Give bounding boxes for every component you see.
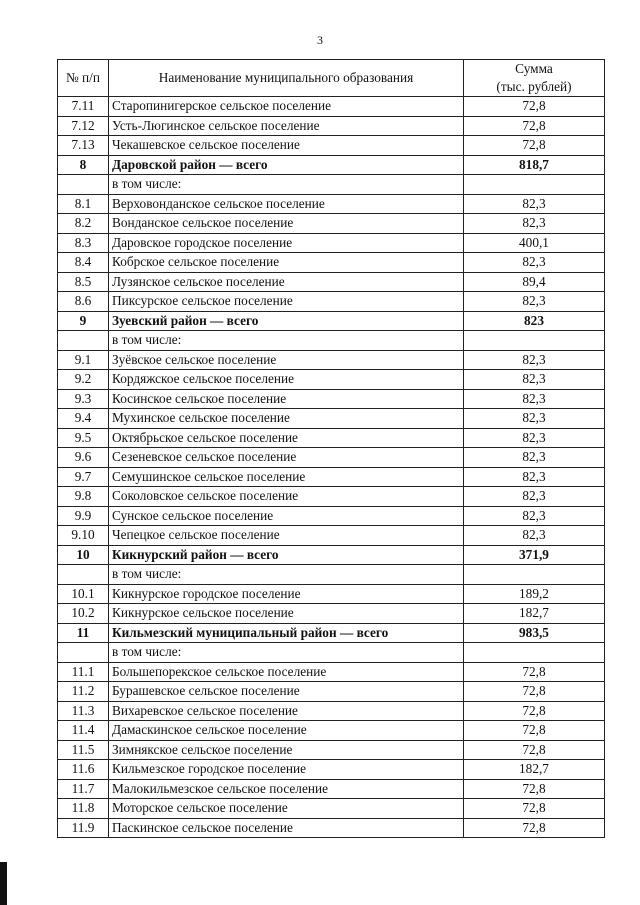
row-name: Даровское городское поселение (109, 233, 464, 253)
row-sum: 82,3 (464, 253, 605, 273)
row-sum (464, 643, 605, 663)
row-name: Даровской район — всего (109, 155, 464, 175)
row-number: 9.9 (58, 506, 109, 526)
table-row (58, 233, 605, 253)
row-number: 7.12 (58, 116, 109, 136)
table-row (58, 662, 605, 682)
row-sum: 72,8 (464, 116, 605, 136)
row-number: 11 (58, 623, 109, 643)
row-number: 11.9 (58, 818, 109, 838)
table-row (58, 253, 605, 273)
row-sum: 818,7 (464, 155, 605, 175)
row-number: 10.1 (58, 584, 109, 604)
table-row (58, 155, 605, 175)
table-row (58, 175, 605, 195)
row-number: 9.4 (58, 409, 109, 429)
row-sum: 400,1 (464, 233, 605, 253)
row-name: в том числе: (109, 175, 464, 195)
row-name: Зуевский район — всего (109, 311, 464, 331)
row-number: 10 (58, 545, 109, 565)
row-name: Малокильмезское сельское поселение (109, 779, 464, 799)
row-sum: 371,9 (464, 545, 605, 565)
row-sum: 72,8 (464, 701, 605, 721)
row-sum: 182,7 (464, 604, 605, 624)
table-row (58, 623, 605, 643)
row-name: Большепорекское сельское поселение (109, 662, 464, 682)
row-number (58, 331, 109, 351)
row-sum: 89,4 (464, 272, 605, 292)
row-sum: 72,8 (464, 740, 605, 760)
row-name: Зимнякское сельское поселение (109, 740, 464, 760)
scan-edge-mark (0, 862, 7, 905)
row-sum: 82,3 (464, 409, 605, 429)
row-number: 8.5 (58, 272, 109, 292)
row-sum: 82,3 (464, 506, 605, 526)
table-row (58, 760, 605, 780)
table-row (58, 350, 605, 370)
row-number: 11.2 (58, 682, 109, 702)
row-name: в том числе: (109, 643, 464, 663)
row-name: Верховонданское сельское поселение (109, 194, 464, 214)
row-number: 9.6 (58, 448, 109, 468)
row-number: 8.3 (58, 233, 109, 253)
row-name: Чекашевское сельское поселение (109, 136, 464, 156)
row-name: в том числе: (109, 331, 464, 351)
table-body (58, 97, 605, 838)
row-number: 8.2 (58, 214, 109, 234)
row-number: 9.1 (58, 350, 109, 370)
row-sum: 82,3 (464, 448, 605, 468)
row-sum: 72,8 (464, 799, 605, 819)
row-sum: 82,3 (464, 389, 605, 409)
table-row (58, 331, 605, 351)
table-row (58, 370, 605, 390)
row-name: Кикнурский район — всего (109, 545, 464, 565)
row-sum: 82,3 (464, 292, 605, 312)
row-number: 11.6 (58, 760, 109, 780)
table-row (58, 818, 605, 838)
page-number: 3 (317, 33, 323, 47)
row-sum: 823 (464, 311, 605, 331)
row-number: 8.1 (58, 194, 109, 214)
row-number: 10.2 (58, 604, 109, 624)
table-row (58, 682, 605, 702)
table-row (58, 467, 605, 487)
row-name: Зуёвское сельское поселение (109, 350, 464, 370)
row-number: 9.2 (58, 370, 109, 390)
table-row (58, 409, 605, 429)
row-name: Чепецкое сельское поселение (109, 526, 464, 546)
table-row (58, 292, 605, 312)
row-name: Вонданское сельское поселение (109, 214, 464, 234)
row-name: Кильмезское городское поселение (109, 760, 464, 780)
row-number: 9.8 (58, 487, 109, 507)
table-row (58, 389, 605, 409)
row-sum: 72,8 (464, 818, 605, 838)
row-sum: 82,3 (464, 214, 605, 234)
row-number: 7.11 (58, 97, 109, 117)
row-sum: 82,3 (464, 370, 605, 390)
row-number (58, 565, 109, 585)
row-name: Бурашевское сельское поселение (109, 682, 464, 702)
table-row (58, 311, 605, 331)
table-row (58, 116, 605, 136)
row-sum: 82,3 (464, 467, 605, 487)
row-number: 11.8 (58, 799, 109, 819)
row-name: Дамаскинское сельское поселение (109, 721, 464, 741)
row-sum: 82,3 (464, 350, 605, 370)
table-row (58, 272, 605, 292)
row-number (58, 643, 109, 663)
row-name: Моторское сельское поселение (109, 799, 464, 819)
header-name: Наименование муниципального образования (109, 60, 464, 97)
row-name: Октябрьское сельское поселение (109, 428, 464, 448)
row-sum: 182,7 (464, 760, 605, 780)
row-name: Кикнурское городское поселение (109, 584, 464, 604)
row-number: 9.5 (58, 428, 109, 448)
table-header-row (58, 60, 605, 97)
row-sum: 82,3 (464, 526, 605, 546)
table-row (58, 545, 605, 565)
row-name: Пиксурское сельское поселение (109, 292, 464, 312)
row-number: 11.1 (58, 662, 109, 682)
row-name: Усть-Люгинское сельское поселение (109, 116, 464, 136)
table-row (58, 779, 605, 799)
header-number: № п/п (58, 60, 109, 97)
row-sum: 82,3 (464, 428, 605, 448)
row-sum: 72,8 (464, 136, 605, 156)
table-row (58, 584, 605, 604)
table-row (58, 740, 605, 760)
row-sum: 983,5 (464, 623, 605, 643)
row-number: 11.7 (58, 779, 109, 799)
table-row (58, 448, 605, 468)
header-sum-line1: Сумма (515, 61, 553, 76)
row-name: в том числе: (109, 565, 464, 585)
row-sum: 72,8 (464, 721, 605, 741)
table-row (58, 97, 605, 117)
row-name: Сезеневское сельское поселение (109, 448, 464, 468)
row-name: Кордяжское сельское поселение (109, 370, 464, 390)
row-name: Лузянское сельское поселение (109, 272, 464, 292)
row-name: Сунское сельское поселение (109, 506, 464, 526)
row-number: 9.7 (58, 467, 109, 487)
row-name: Семушинское сельское поселение (109, 467, 464, 487)
row-sum: 82,3 (464, 194, 605, 214)
row-number: 9 (58, 311, 109, 331)
row-number: 8.6 (58, 292, 109, 312)
row-number: 8 (58, 155, 109, 175)
row-number (58, 175, 109, 195)
row-name: Кильмезский муниципальный район — всего (109, 623, 464, 643)
row-name: Соколовское сельское поселение (109, 487, 464, 507)
table-row (58, 565, 605, 585)
row-number: 11.4 (58, 721, 109, 741)
table-row (58, 214, 605, 234)
row-name: Вихаревское сельское поселение (109, 701, 464, 721)
table-row (58, 428, 605, 448)
table-row (58, 604, 605, 624)
row-number: 11.3 (58, 701, 109, 721)
table-row (58, 799, 605, 819)
row-sum (464, 565, 605, 585)
row-number: 8.4 (58, 253, 109, 273)
row-sum (464, 175, 605, 195)
row-name: Мухинское сельское поселение (109, 409, 464, 429)
header-sum (464, 60, 605, 97)
row-name: Паскинское сельское поселение (109, 818, 464, 838)
row-name: Кикнурское сельское поселение (109, 604, 464, 624)
row-number: 7.13 (58, 136, 109, 156)
row-name: Кобрское сельское поселение (109, 253, 464, 273)
row-number: 11.5 (58, 740, 109, 760)
row-sum: 72,8 (464, 682, 605, 702)
row-sum: 72,8 (464, 97, 605, 117)
table-row (58, 194, 605, 214)
header-sum-line2: (тыс. рублей) (496, 79, 572, 94)
municipal-funding-table (57, 59, 605, 838)
row-sum: 72,8 (464, 779, 605, 799)
row-sum: 72,8 (464, 662, 605, 682)
row-sum: 189,2 (464, 584, 605, 604)
row-sum (464, 331, 605, 351)
table-row (58, 136, 605, 156)
row-number: 9.10 (58, 526, 109, 546)
table-row (58, 643, 605, 663)
row-name: Старопинигерское сельское поселение (109, 97, 464, 117)
table-row (58, 701, 605, 721)
table-row (58, 506, 605, 526)
row-number: 9.3 (58, 389, 109, 409)
table-row (58, 487, 605, 507)
row-name: Косинское сельское поселение (109, 389, 464, 409)
table-row (58, 721, 605, 741)
row-sum: 82,3 (464, 487, 605, 507)
table-row (58, 526, 605, 546)
